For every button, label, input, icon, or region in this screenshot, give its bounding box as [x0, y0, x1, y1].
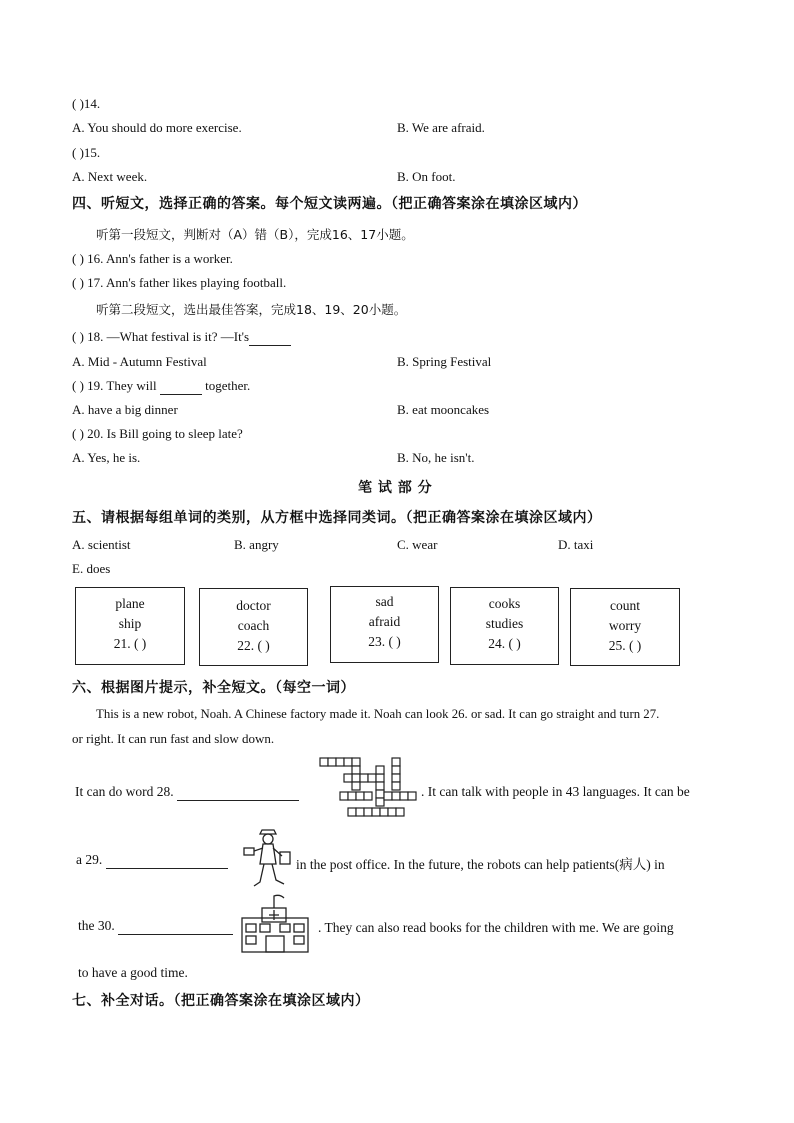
- word-box-22: [199, 588, 308, 666]
- word-box-word: plane: [115, 596, 145, 611]
- word-box-word: studies: [485, 616, 524, 631]
- hospital-icon: [236, 894, 314, 954]
- section5-heading: 五、请根据每组单词的类别，从方框中选择同类词。（把正确答案涂在填涂区域内）: [72, 510, 602, 526]
- passage-line-6: to have a good time.: [78, 965, 188, 980]
- passage-line-3-start: [75, 784, 299, 801]
- answer-slot-22[interactable]: 22. ( ): [237, 638, 270, 653]
- q18-option-a: A. Mid - Autumn Festival: [72, 354, 207, 369]
- word-option-a: A. scientist: [72, 537, 131, 552]
- passage-line-5-end: . They can also read books for the children with me. We are going: [318, 920, 674, 935]
- q15-option-a: A. Next week.: [72, 169, 148, 184]
- written-part-title: 笔 试 部 分: [358, 480, 433, 496]
- word-box-23: [330, 586, 439, 663]
- passage-line-4-text: a 29.: [76, 852, 103, 867]
- word-box-word: count: [610, 598, 640, 613]
- passage-line-3-end: . It can talk with people in 43 languages. It can be: [421, 784, 690, 799]
- section4-instruction-1: 听第一段短文，判断对（A）错（B），完成16、17小题。: [96, 227, 414, 242]
- word-box-25: [570, 588, 680, 666]
- passage-line-5-text: the 30.: [78, 918, 115, 933]
- q17-text: ( ) 17. Ann's father likes playing football.: [72, 275, 287, 290]
- section6-heading: 六、根据图片提示，补全短文。（每空一词）: [72, 680, 355, 696]
- answer-slot-21[interactable]: 21. ( ): [113, 636, 147, 651]
- q19-option-a: A. have a big dinner: [72, 402, 178, 417]
- q19-blank: [160, 378, 202, 395]
- section7-heading: 七、补全对话。（把正确答案涂在填涂区域内）: [72, 993, 370, 1009]
- passage-line-1: This is a new robot, Noah. A Chinese factory made it. Noah can look 26. or sad. It can go straight and turn 27.: [96, 707, 660, 721]
- passage-line-4-start: [76, 852, 228, 869]
- q15-option-b: B. On foot.: [397, 169, 456, 184]
- passage-line-2: or right. It can run fast and slow down.: [72, 731, 275, 746]
- blank-30[interactable]: [118, 918, 233, 935]
- word-box-word: afraid: [368, 614, 401, 629]
- passage-line-5-start: [78, 918, 233, 935]
- word-box-word: sad: [375, 594, 394, 609]
- q19-question-start: ( ) 19. They will: [72, 378, 157, 393]
- blank-28[interactable]: [177, 784, 299, 801]
- q19-question-end: together.: [205, 378, 251, 393]
- word-option-b: B. angry: [234, 537, 279, 552]
- q20-option-a: A. Yes, he is.: [72, 450, 141, 465]
- word-option-d: D. taxi: [558, 537, 594, 552]
- passage-line-4-end: in the post office. In the future, the robots can help patients(病人) in: [296, 857, 665, 872]
- postman-icon: [242, 824, 294, 892]
- q20-option-b: B. No, he isn't.: [397, 450, 475, 465]
- word-box-24: [450, 587, 559, 665]
- q18-text: [72, 329, 291, 346]
- word-box-21: [75, 587, 185, 665]
- q14-label: ( )14.: [72, 96, 101, 111]
- word-box-word: coach: [237, 618, 270, 633]
- word-box-word: cooks: [488, 596, 521, 611]
- q14-option-a: A. You should do more exercise.: [72, 120, 242, 135]
- q18-option-b: B. Spring Festival: [397, 354, 492, 369]
- q19-option-b: B. eat mooncakes: [397, 402, 490, 417]
- section4-heading: 四、听短文，选择正确的答案。每个短文读两遍。（把正确答案涂在填涂区域内）: [72, 196, 587, 212]
- answer-slot-25[interactable]: 25. ( ): [608, 638, 642, 653]
- word-option-c: C. wear: [397, 537, 438, 552]
- q14-option-b: B. We are afraid.: [397, 120, 485, 135]
- word-box-word: doctor: [236, 598, 271, 613]
- word-box-word: worry: [608, 618, 642, 633]
- q19-text: [72, 378, 250, 395]
- blank-29[interactable]: [106, 852, 228, 869]
- q15-label: ( )15.: [72, 145, 101, 160]
- q16-text: ( ) 16. Ann's father is a worker.: [72, 251, 233, 266]
- answer-slot-24[interactable]: 24. ( ): [488, 636, 521, 651]
- passage-line-3-text: It can do word 28.: [75, 784, 174, 799]
- crossword-icon: [318, 756, 418, 824]
- word-box-word: ship: [118, 616, 142, 631]
- word-option-e: E. does: [72, 561, 111, 576]
- q20-text: ( ) 20. Is Bill going to sleep late?: [72, 426, 243, 441]
- answer-slot-23[interactable]: 23. ( ): [368, 634, 401, 649]
- q18-question: ( ) 18. —What festival is it? —It's: [72, 329, 250, 344]
- q18-blank: [249, 329, 291, 346]
- section4-instruction-2: 听第二段短文，选出最佳答案，完成18、19、20小题。: [96, 302, 407, 317]
